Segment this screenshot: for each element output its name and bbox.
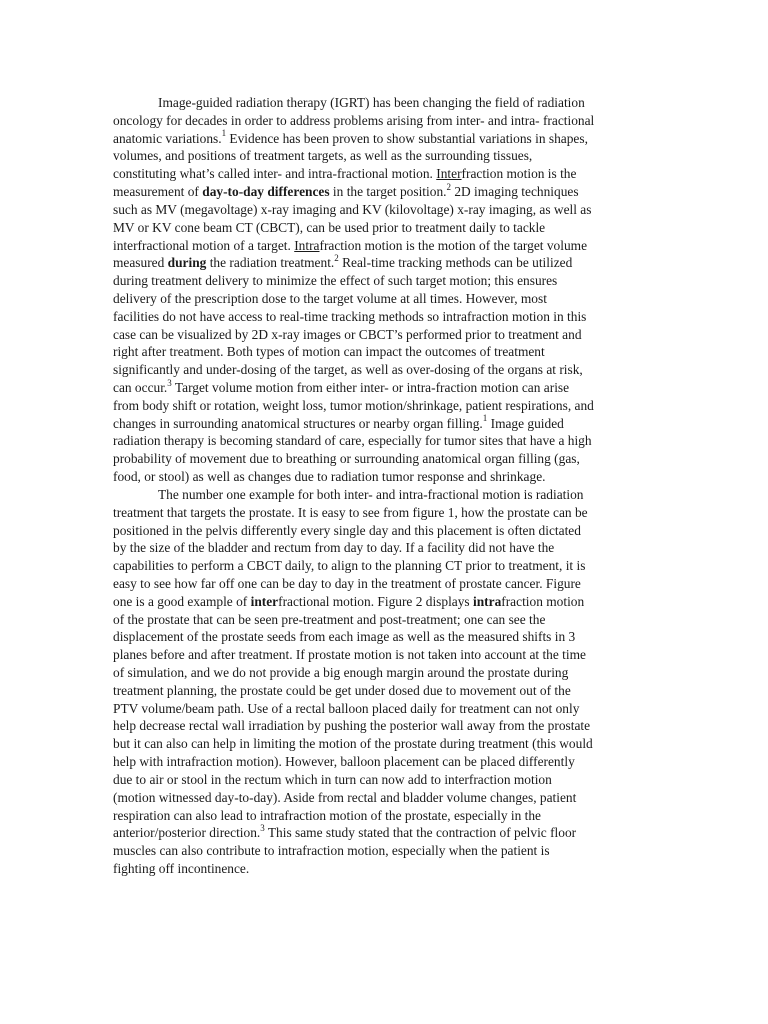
text-run: fraction motion is the [461,166,577,182]
text-line [113,539,658,557]
text-line [113,343,658,361]
text-run: planes before and after treatment. If prostate motion is not taken into account at the time [113,647,586,663]
text-line [113,94,658,112]
text-run: fighting off incontinence. [113,860,250,876]
text-line [113,682,658,700]
underlined-text: Inter [436,166,462,182]
text-run: measurement of [113,184,203,200]
text-line [113,254,658,272]
text-line [113,165,658,183]
text-line [113,432,658,450]
text-line [113,842,658,860]
text-run: MV or KV cone beam CT (CBCT), can be used prior to treatment daily to tackle [113,219,546,235]
text-line [113,664,658,682]
body-text [113,94,658,878]
text-line [113,147,658,165]
text-line [113,611,658,629]
text-run: of the prostate that can be seen pre-treatment and post-treatment; one can see the [113,611,546,627]
text-run: measured [113,255,168,271]
text-run: displacement of the prostate seeds from each image as well as the measured shifts in 3 [113,629,576,645]
text-line [113,575,658,593]
text-run: of simulation, and we do not provide a big enough margin around the prostate during [113,665,569,680]
text-run: fractional motion. Figure 2 displays [278,593,473,609]
text-run: oncology for decades in order to address problems arising from inter- and intra- fractional [113,112,595,128]
text-run: probability of movement due to breathing or surrounding anatomical organ filling (gas, [113,451,580,467]
text-line [113,522,658,540]
text-run: by the size of the bladder and rectum from day to day. If a facility did not have the [113,540,555,556]
text-run: the radiation treatment. [206,255,335,271]
text-line [113,860,658,878]
text-run: help decrease rectal wall irradiation by pushing the posterior wall away from the prostate [113,718,591,734]
text-line [113,308,658,326]
text-line [113,379,658,397]
citation-superscript: 1 [482,413,488,424]
text-run: positioned in the pelvis differently every single day and this placement is often dictated [113,522,581,538]
text-run: easy to see how far off one can be day to day in the treatment of prostate cancer. Figure [113,575,581,591]
text-line [113,717,658,735]
text-run: such as MV (megavoltage) x-ray imaging and KV (kilovoltage) x-ray imaging, as well as [113,201,592,217]
text-line [113,237,658,255]
text-line [113,130,658,148]
text-run: treatment planning, the prostate could be get under dosed due to movement out of the [113,682,571,698]
text-run: treatment that targets the prostate. It is easy to see from figure 1, how the prostate can be [113,504,588,520]
bold-text: day-to-day differences [202,184,330,200]
text-run: 2D imaging techniques [451,184,579,200]
text-run: anatomic variations. [113,130,222,146]
text-run: (motion witnessed day-to-day). Aside from rectal and bladder volume changes, patient [113,789,577,805]
text-line [113,646,658,664]
text-run: fraction motion [501,593,585,609]
text-line [113,272,658,290]
citation-superscript: 2 [334,252,339,263]
text-line [113,326,658,344]
text-run: in the target position. [329,184,447,200]
text-run: The number one example for both inter- and intra-fractional motion is radiation [158,486,584,502]
bold-text: intra [473,593,502,609]
text-line [113,290,658,308]
text-run: case can be visualized by 2D x-ray images or CBCT’s performed prior to treatment and [113,326,582,342]
citation-superscript: 2 [446,181,451,192]
text-line [113,361,658,379]
text-line [113,201,658,219]
text-run: anterior/posterior direction. [113,825,261,841]
text-line [113,628,658,646]
text-line [113,219,658,237]
text-run: changes in surrounding anatomical structures or nearby organ filling. [113,415,483,431]
citation-superscript: 3 [167,377,172,388]
citation-superscript: 3 [260,822,265,833]
bold-text: during [167,255,207,271]
text-run: can occur. [113,380,168,395]
text-run: but it can also can help in limiting the motion of the prostate during treatment (this would [113,736,593,752]
text-line [113,753,658,771]
text-run: volumes, and positions of treatment targets, as well as the surrounding tissues, [113,148,533,164]
text-line [113,450,658,468]
text-line [113,789,658,807]
text-run: Image-guided radiation therapy (IGRT) has been changing the field of radiation [158,95,585,110]
text-run: delivery of the prescription dose to the target volume at all times. However, most [113,290,547,306]
text-line [113,700,658,718]
citation-superscript: 1 [221,128,227,139]
text-run: Target volume motion from either inter- or intra-fraction motion can arise [171,380,570,395]
text-run: during treatment delivery to minimize the effect of such target motion; this ensures [113,273,558,289]
text-run: This same study stated that the contraction of pelvic floor [264,825,577,841]
text-run: help with intrafraction motion). However, balloon placement can be placed differently [113,754,575,770]
text-line [113,557,658,575]
underlined-text: Intra [294,237,320,253]
text-run: respiration can also lead to intrafraction motion of the prostate, especially in the [113,807,541,823]
text-line [113,593,658,611]
text-run: food, or stool) as well as changes due to radiation tumor response and shrinkage. [113,469,546,485]
text-run: capabilities to perform a CBCT daily, to align to the planning CT prior to treatment, it is [113,558,586,574]
text-run: PTV volume/beam path. Use of a rectal balloon placed daily for treatment can not only [113,700,580,716]
text-line [113,735,658,753]
text-run: from body shift or rotation, weight loss, tumor motion/shrinkage, patient respirations, and [113,397,594,413]
text-line [113,771,658,789]
text-run: Image guided [487,415,564,431]
text-run: one is a good example of [113,593,251,609]
text-line [113,415,658,433]
text-run: radiation therapy is becoming standard of care, especially for tumor sites that have a high [113,433,592,449]
text-line [113,112,658,130]
text-run: Evidence has been proven to show substantial variations in shapes, [226,130,588,146]
text-line [113,486,658,504]
text-run: Real-time tracking methods can be utilized [338,255,573,271]
text-run: muscles can also contribute to intrafraction motion, especially when the patient is [113,843,550,859]
text-run: right after treatment. Both types of motion can impact the outcomes of treatment [113,344,545,360]
text-line [113,397,658,415]
bold-text: inter [250,593,279,609]
text-line [113,824,658,842]
text-run: fraction motion is the motion of the target volume [319,237,588,253]
text-run: due to air or stool in the rectum which in turn can now add to interfraction motion [113,771,552,787]
text-run: constituting what’s called inter- and intra-fractional motion. [113,166,437,182]
text-line [113,468,658,486]
text-run: facilities do not have access to real-time tracking methods so intrafraction motion in this [113,308,587,324]
text-line [113,504,658,522]
text-run: interfractional motion of a target. [113,237,295,253]
text-line [113,807,658,825]
text-line [113,183,658,201]
text-run: significantly and under-dosing of the target, as well as over-dosing of the organs at risk, [113,362,583,378]
